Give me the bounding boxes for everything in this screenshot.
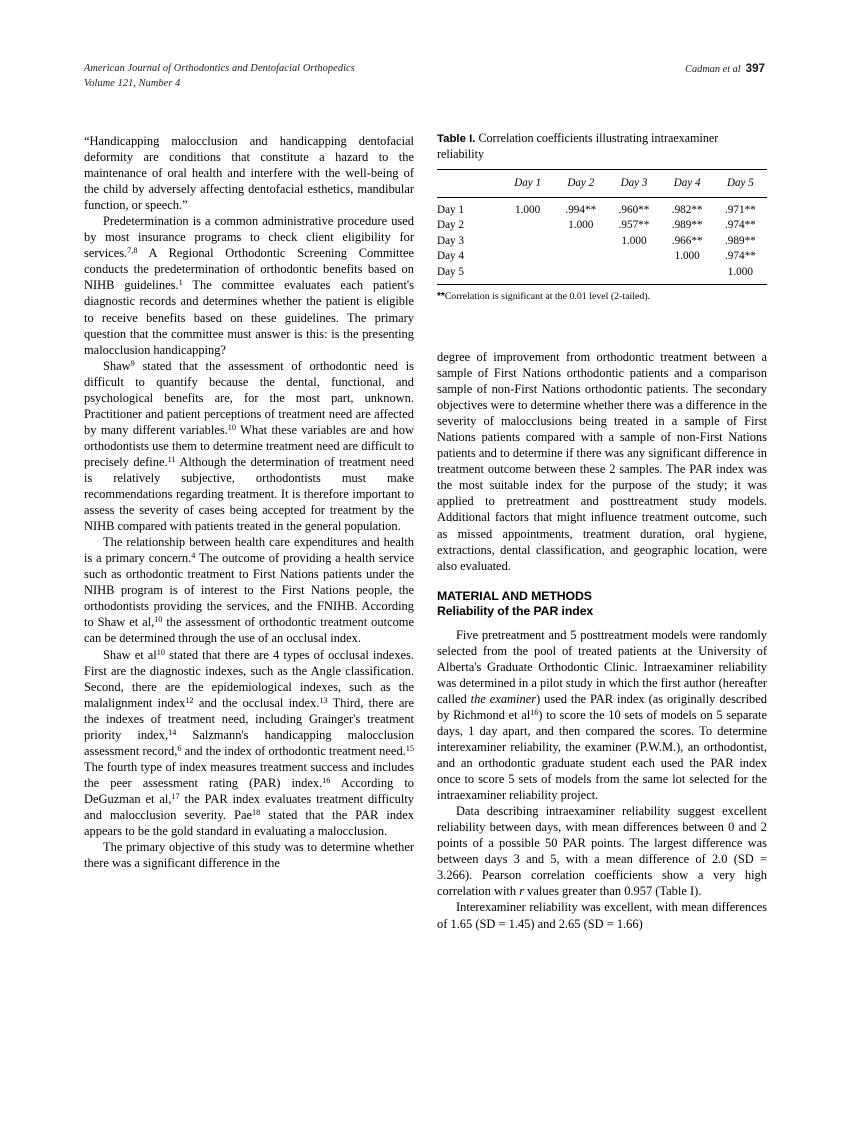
emphasis-r: r [519, 884, 525, 899]
cell-d5-d1 [501, 264, 554, 284]
cell-d1-d4: .982** [661, 197, 714, 217]
cell-d2-d1 [501, 217, 554, 233]
cell-d1-d5: .971** [714, 197, 767, 217]
volume-issue: Volume 121, Number 4 [84, 77, 181, 89]
table-row [437, 217, 767, 233]
cell-d3-d1 [501, 233, 554, 249]
ref-7-8: 7,8 [127, 246, 138, 256]
table-label: Table I. [437, 133, 476, 145]
heading-material-and-methods: MATERIAL AND METHODS [437, 588, 592, 603]
table-header-day-2: Day 2 [554, 169, 607, 197]
ref-15: 15 [405, 743, 414, 753]
table-row [437, 264, 767, 284]
table-header-day-4: Day 4 [661, 169, 714, 197]
ref-14: 14 [168, 727, 177, 737]
cell-d4-d3 [607, 249, 660, 265]
cell-d5-d3 [607, 264, 660, 284]
journal-title: American Journal of Orthodontics and Dentofacial Orthopedics [84, 63, 355, 74]
cell-d5-d2 [554, 264, 607, 284]
ref-6: 6 [177, 743, 182, 753]
table-head [437, 169, 767, 197]
running-head-authors: Cadman et al [685, 64, 741, 75]
running-head [84, 62, 765, 98]
running-head-authors-block [685, 62, 765, 78]
ref-16: 16 [322, 775, 331, 785]
ref-17: 17 [171, 791, 180, 801]
footnote-marker: ** [437, 290, 445, 302]
table-header-row [437, 169, 767, 197]
table-row [437, 249, 767, 265]
cell-d2-d4: .989** [671, 219, 703, 232]
cell-d3-d2 [554, 233, 607, 249]
heading-reliability-par-index: Reliability of the PAR index [437, 604, 594, 619]
cell-d3-d4: .966** [671, 234, 703, 247]
body-column-right [437, 349, 767, 932]
ref-1: 1 [178, 278, 183, 288]
table-caption-text: Correlation coefficients illustrating intraexaminer reliability [437, 131, 719, 162]
table-caption [437, 131, 767, 163]
row-label-day-4: Day 4 [437, 250, 465, 263]
row-label-day-2: Day 2 [437, 219, 465, 232]
cell-d4-d2 [554, 249, 607, 265]
ref-18: 18 [252, 808, 261, 818]
cell-d5-d4 [661, 264, 714, 284]
table-body [437, 197, 767, 283]
correlation-table [437, 169, 767, 284]
cell-d5-d5: 1.000 [727, 265, 753, 278]
cell-d4-d4: 1.000 [674, 250, 700, 263]
table-row [437, 233, 767, 249]
table-1 [437, 131, 767, 303]
table-header-blank [437, 169, 501, 197]
paragraph-interexaminer: Interexaminer reliability was excellent, with mean differences of 1.65 (SD = 1.45) and 2.65 (SD = 1.66) [437, 900, 767, 931]
page-number: 397 [745, 62, 765, 75]
running-head-journal-block [84, 62, 355, 91]
ref-13: 13 [319, 695, 328, 705]
paragraph-quote: “Handicapping malocclusion and handicapping dentofacial deformity are conditions that constitute a hazard to the maintenance of oral health and interfere with the well-being of the child by adversely affecting dentofacial esthetics, mandibular function, or speech.” [84, 134, 414, 213]
cell-d2-d5: .974** [724, 219, 756, 232]
table-footnote [437, 285, 767, 303]
paragraph-degree-improvement: degree of improvement from orthodontic treatment between a sample of First Nations orthodontic patients and a comparison sample of non-First Nations orthodontic patients. The secondary objectives were to determine whether there was a difference in the severity of malocclusions being treated in a sample of First Nations patients compared with a sample of non-First Nations patients and to determine if there was any significant difference in treatment outcome between these 2 samples. The PAR index was the most suitable index for the purpose of the study; it was applied to pretreatment and posttreatment study models. Additional factors that might influence treatment outcome, such as missed appointments, treatment duration, oral hygiene, extractions, dental classification, and geographic location, were also evaluated. [437, 350, 767, 573]
paragraph-occlusal-indexes: Shaw et $al^{10}$ stated that there are 4 types of occlusal indexes. First are the diagnostic indexes, such as the Angle classification. Second, there are the epidemiological indexes, such as the malalignment index$^{12}$ and the occlusal index.$^{13}$ Third, there are the indexes of treatment need, including Grainger's treatment priority index,$^{14}$ Salzmann's handicapping malocclusion assessment record,$^6$ and the index of orthodontic treatment need.$^{15}$ The fourth type of index measures treatment success and includes the peer assessment rating (PAR) index.$^{16}$ According to DeGuzman et al,$^{17}$ the PAR index evaluates treatment difficulty and malocclusion severity. Pae$^{18}$ stated that the PAR index appears to be the gold standard in evaluating a malocclusion. [84, 647, 415, 839]
row-label-day-3: Day 3 [437, 234, 465, 247]
table-header-day-5: Day 5 [714, 169, 767, 197]
ref-10: 10 [227, 422, 236, 432]
cell-d3-d3: 1.000 [621, 234, 647, 247]
paragraph-five-models: Five pretreatment and 5 posttreatment models were randomly selected from the pool of treated patients at the University of Alberta's Graduate Orthodontic Clinic. Intraexaminer reliability was determined in a pilot study in which the first author (hereafter called the examiner) used the PAR index (as originally described by Richmond et $al^{16}$) to score the 10 sets of models on 5 separate days, 1 day apart, and then compared the scores. To determine interexaminer reliability, the examiner (P.W.M.), an orthodontist, and an orthodontic graduate student each used the PAR index once to score 5 sets of models from the same lot selected for the intraexaminer reliability project. [437, 627, 767, 803]
ref-4: 4 [191, 551, 196, 561]
paragraph-predetermination: Predetermination is a common administrative procedure used by most insurance programs to check client eligibility for services.$^{7,8}$ A Regional Orthodontic Screening Committee conducts the predetermination of orthodontic benefits based on NIHB guidelines.$^1$ The committee evaluates each patient's diagnostic records and determines whether the patient is eligible to receive benefits based on these guidelines. The primary question that the committee must answer is this: is the presenting malocclusion handicapping? [84, 214, 414, 357]
paragraph-shaw-need: Shaw$^9$ stated that the assessment of orthodontic need is difficult to quantify because the dental, functional, and psychological benefits are, for the most part, unknown. Practitioner and patient perceptions of treatment need are affected by many different variables.$^{10}$ What these variables are and how orthodontists use them to determine treatment need are difficult to precisely define.$^{11}$ Although the determination of treatment need is relatively subjective, orthodontists must make recommendations regarding treatment. It is therefore important to assess the severity of cases being accepted for treatment by the NIHB compared with patients treated in the general population. [84, 358, 415, 534]
cell-d1-d1: 1.000 [501, 197, 554, 217]
cell-d1-d3: .960** [607, 197, 660, 217]
paragraph-data-describing: Data describing intraexaminer reliability suggest excellent reliability between days, with mean differences between 0 and 2 points of a possible 50 PAR points. The largest difference was between days 3 and 5, with a mean difference of 2.0 (SD = 3.266). Pearson correlation coefficients show a very high correlation with r values greater than 0.957 (Table I). [437, 804, 767, 899]
cell-d4-d1 [501, 249, 554, 265]
paragraph-health-expenditures: The relationship between health care expenditures and health is a primary concern.$^4$ The outcome of providing a health service such as orthodontic treatment to First Nations patients under the NIHB program is of interest to the First Nations people, the orthodontists providing the services, and the FNIHB. According to Shaw et al,$^{10}$ the assessment of orthodontic treatment outcome can be determined through the use of an occlusal index. [84, 535, 414, 646]
cell-d3-d5: .989** [724, 234, 756, 247]
ref-16b: 16 [530, 707, 539, 717]
body-column-left [84, 133, 414, 871]
emphasis-the-examiner: the examiner [470, 691, 537, 706]
paragraph-primary-objective: The primary objective of this study was to determine whether there was a significant difference in the [84, 840, 414, 871]
ref-10b: 10 [154, 615, 163, 625]
table-header-day-1: Day 1 [501, 169, 554, 197]
footnote-text: Correlation is significant at the 0.01 level (2-tailed). [444, 290, 651, 302]
cell-d1-d2: .994** [554, 197, 607, 217]
cell-d4-d5: .974** [724, 250, 756, 263]
cell-d2-d2: 1.000 [568, 219, 594, 232]
table-row [437, 197, 767, 217]
cell-d2-d3: .957** [618, 219, 650, 232]
table-header-day-3: Day 3 [607, 169, 660, 197]
ref-11: 11 [167, 455, 176, 464]
row-label-day-5: Day 5 [437, 265, 465, 278]
ref-12: 12 [185, 695, 194, 705]
ref-9: 9 [130, 358, 135, 368]
row-label-day-1: Day 1 [437, 197, 501, 217]
ref-10c: 10 [156, 647, 165, 657]
